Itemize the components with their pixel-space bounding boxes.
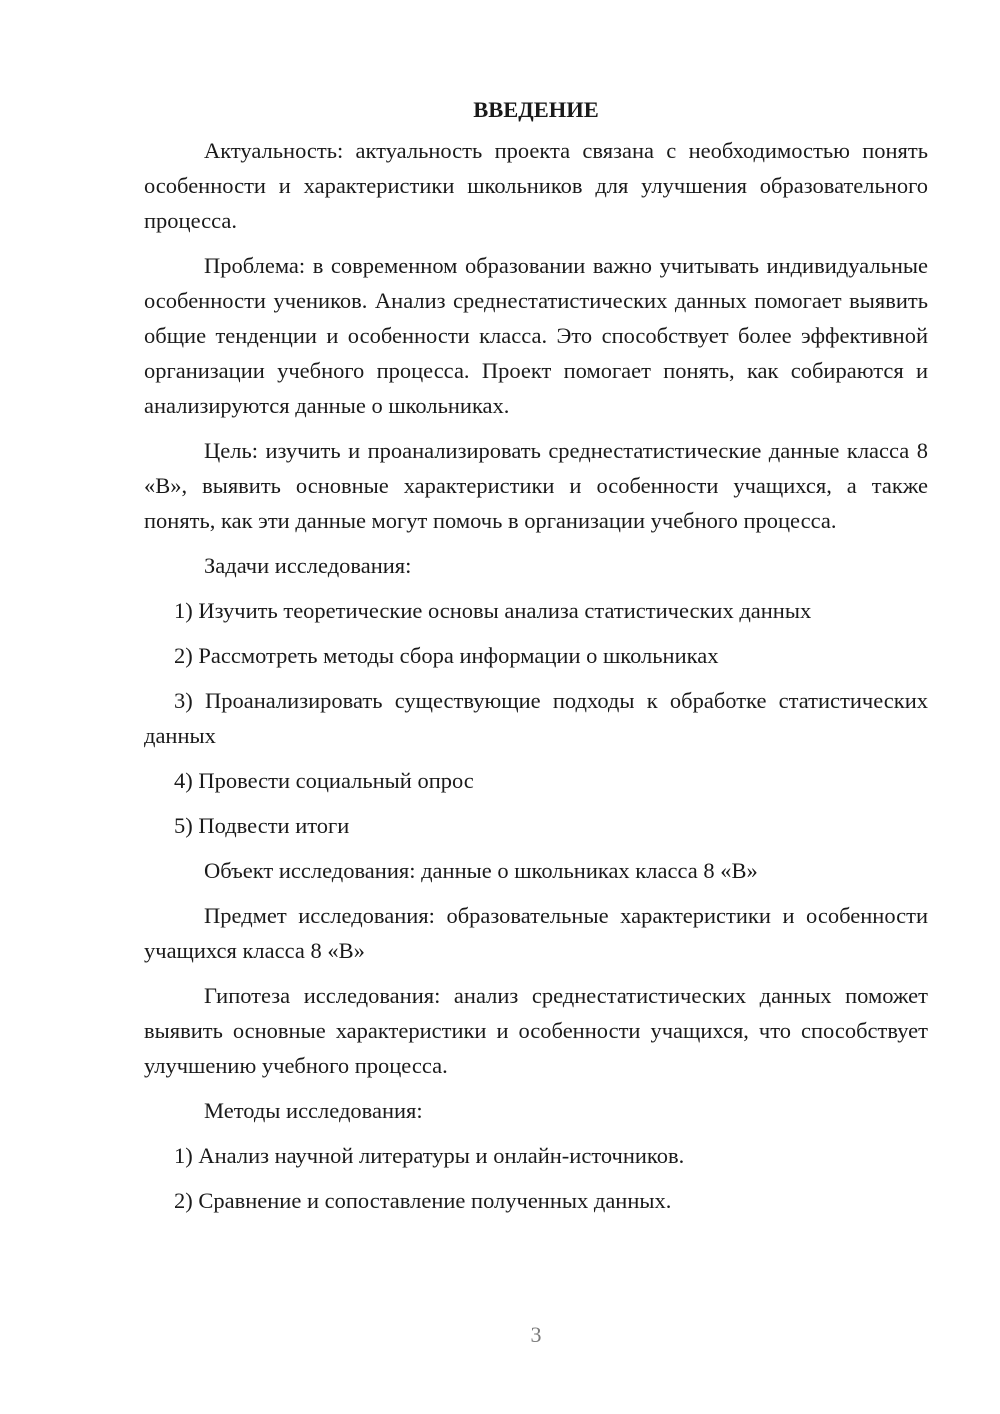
goal-paragraph: Цель: изучить и проанализировать среднестатистические данные класса 8 «В», выявить основные характеристики и особенности учащихся, а также понять, как эти данные могут помочь в организации учебного процесса.: [144, 438, 928, 533]
task-item-5: 5) Подвести итоги: [174, 813, 350, 838]
document-page: [144, 92, 928, 1228]
methods-heading: Методы исследования:: [204, 1098, 423, 1123]
page-title: ВВЕДЕНИЕ: [473, 97, 599, 122]
tasks-heading: Задачи исследования:: [204, 553, 412, 578]
research-subject-paragraph: Предмет исследования: образовательные характеристики и особенности учащихся класса 8 «В»: [144, 903, 928, 963]
relevance-paragraph: Актуальность: актуальность проекта связана с необходимостью понять особенности и характеристики школьников для улучшения образовательного процесса.: [144, 138, 928, 233]
task-item-3: 3) Проанализировать существующие подходы к обработке статистических данных: [144, 688, 928, 748]
problem-paragraph: Проблема: в современном образовании важно учитывать индивидуальные особенности учеников. Анализ среднестатистических данных помогает выявить общие тенденции и особенности класса. Это способствует более эффективной организации учебного процесса. Проект помогает понять, как собираются и анализируются данные о школьниках.: [144, 253, 928, 418]
method-item-2: 2) Сравнение и сопоставление полученных данных.: [174, 1188, 672, 1213]
research-hypothesis-paragraph: Гипотеза исследования: анализ среднестатистических данных поможет выявить основные характеристики и особенности учащихся, что способствует улучшению учебного процесса.: [144, 983, 928, 1078]
page-number: 3: [530, 1322, 542, 1347]
task-item-1: 1) Изучить теоретические основы анализа статистических данных: [174, 598, 812, 623]
research-object-paragraph: Объект исследования: данные о школьниках класса 8 «В»: [204, 858, 758, 883]
task-item-2: 2) Рассмотреть методы сбора информации о школьниках: [174, 643, 719, 668]
method-item-1: 1) Анализ научной литературы и онлайн-источников.: [174, 1143, 685, 1168]
task-item-4: 4) Провести социальный опрос: [174, 768, 474, 793]
